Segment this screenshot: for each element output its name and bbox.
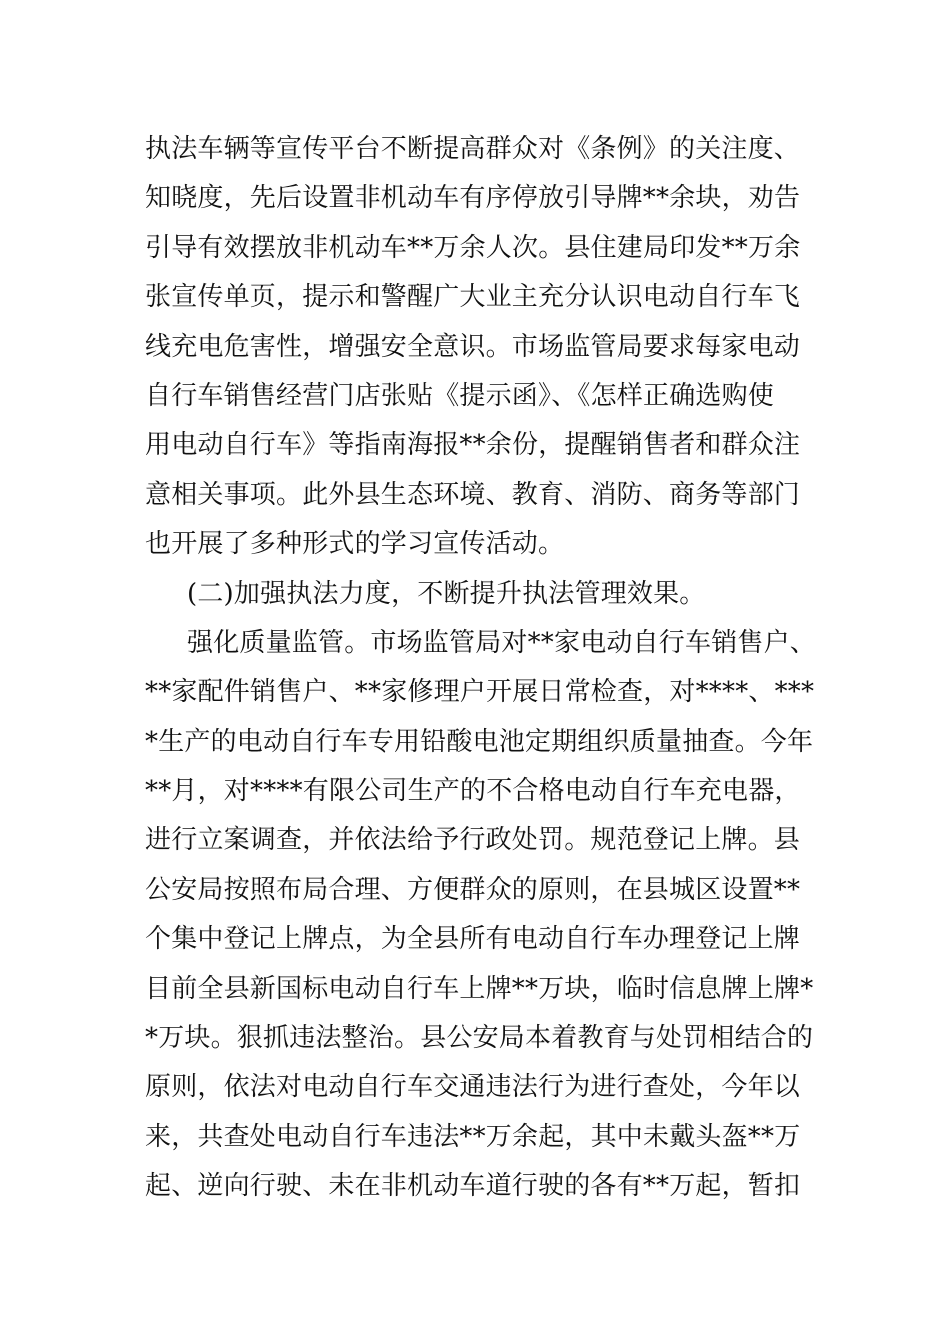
text-line: 强化质量监管。市场监管局对**家电动自行车销售户、 bbox=[187, 627, 817, 658]
text-line: 来，共查处电动自行车违法**万余起，其中未戴头盔**万 bbox=[145, 1121, 801, 1152]
text-line: 知晓度，先后设置非机动车有序停放引导牌**余块，劝告 bbox=[145, 183, 801, 214]
text-line: 公安局按照布局合理、方便群众的原则，在县城区设置** bbox=[145, 874, 801, 905]
text-line: 线充电危害性，增强安全意识。市场监管局要求每家电动 bbox=[145, 331, 801, 362]
text-line: **月，对****有限公司生产的不合格电动自行车充电器， bbox=[145, 776, 801, 807]
section-heading: (二)加强执法力度，不断提升执法管理效果。 bbox=[187, 578, 706, 609]
text-line: 进行立案调查，并依法给予行政处罚。规范登记上牌。县 bbox=[145, 825, 801, 856]
text-line: 执法车辆等宣传平台不断提高群众对《条例》的关注度、 bbox=[145, 134, 801, 164]
text-line: 意相关事项。此外县生态环境、教育、消防、商务等部门 bbox=[145, 479, 801, 510]
text-line: 也开展了多种形式的学习宣传活动。 bbox=[145, 529, 565, 560]
text-line: 张宣传单页，提示和警醒广大业主充分认识电动自行车飞 bbox=[145, 282, 801, 313]
text-line: 个集中登记上牌点，为全县所有电动自行车办理登记上牌 bbox=[145, 924, 801, 955]
text-line: *万块。狠抓违法整治。县公安局本着教育与处罚相结合的 bbox=[145, 1023, 814, 1054]
text-line: 自行车销售经营门店张贴《提示函》、《怎样正确选购使 bbox=[145, 380, 775, 411]
text-line: 起、逆向行驶、未在非机动车道行驶的各有**万起，暂扣 bbox=[145, 1171, 801, 1202]
text-line: 目前全县新国标电动自行车上牌**万块，临时信息牌上牌* bbox=[145, 973, 814, 1004]
text-line: *生产的电动自行车专用铅酸电池定期组织质量抽查。今年 bbox=[145, 726, 814, 757]
text-line: 原则，依法对电动自行车交通违法行为进行查处，今年以 bbox=[145, 1072, 801, 1103]
body-text bbox=[145, 125, 817, 1212]
text-line: **家配件销售户、**家修理户开展日常检查，对****、*** bbox=[145, 677, 815, 708]
text-line: 引导有效摆放非机动车**万余人次。县住建局印发**万余 bbox=[145, 232, 801, 263]
text-line: 用电动自行车》等指南海报**余份，提醒销售者和群众注 bbox=[145, 430, 801, 461]
